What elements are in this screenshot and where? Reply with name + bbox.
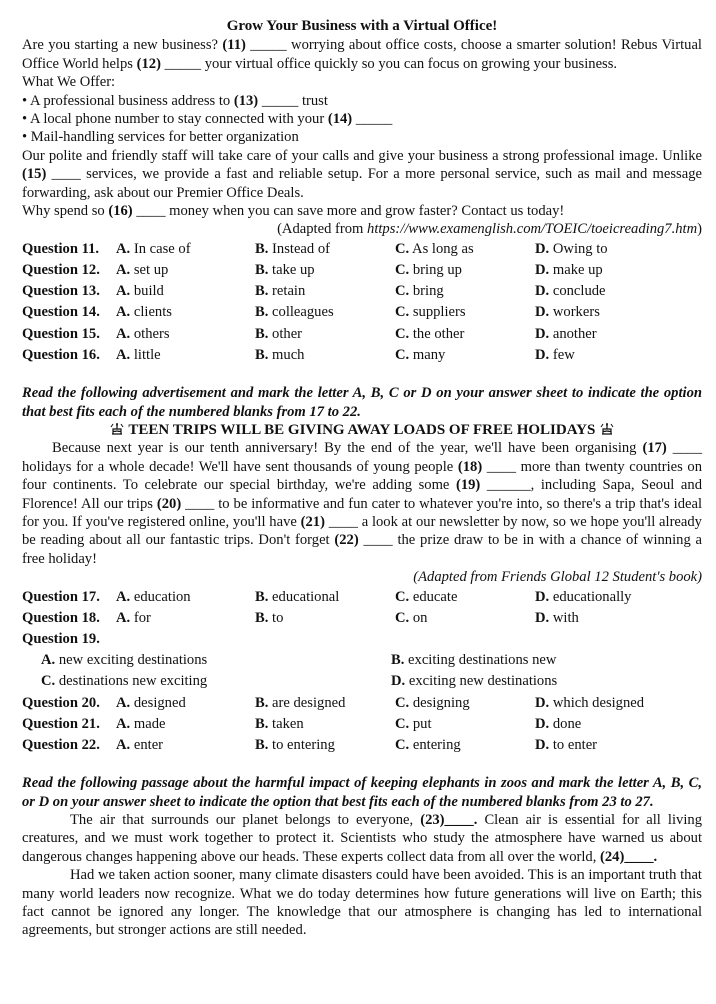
- option-text: the other: [412, 325, 465, 342]
- question-label: Question 19.: [22, 630, 100, 647]
- option-d[interactable]: [535, 239, 675, 260]
- blank-18: (18): [457, 458, 483, 475]
- blank-15: (15): [22, 166, 47, 183]
- blank-16: (16): [108, 203, 133, 220]
- question-row: [22, 693, 702, 714]
- blank-13: (13): [233, 92, 259, 109]
- option-b[interactable]: [255, 587, 395, 608]
- question-row: [22, 239, 702, 260]
- option-c[interactable]: [395, 260, 535, 281]
- option-text: clients: [133, 304, 172, 321]
- option-letter: C.: [395, 736, 410, 753]
- question-19: [22, 629, 702, 650]
- option-d[interactable]: [535, 608, 675, 629]
- section2-instruction: Read the following advertisement and mark the letter A, B, C or D on your answer sheet to indicate the option that best fits each of the numbered blanks from 17 to 22.: [22, 385, 702, 420]
- option-letter: A.: [116, 304, 131, 321]
- question-label: Question 11.: [22, 240, 100, 257]
- option-letter: B.: [255, 262, 269, 279]
- blank-23: (23)____.: [420, 812, 478, 828]
- option-letter: A.: [116, 736, 131, 753]
- birthday-cake-icon: [599, 421, 615, 435]
- option-letter: B.: [255, 694, 269, 711]
- option-letter: D.: [535, 346, 550, 363]
- option-letter: D.: [535, 283, 550, 300]
- option-letter: C.: [395, 715, 410, 732]
- blank-22: (22): [334, 532, 359, 549]
- option-c[interactable]: [395, 345, 535, 366]
- option-letter: B.: [255, 609, 269, 626]
- option-text: done: [552, 715, 582, 732]
- option-letter: A.: [116, 240, 131, 257]
- option-d[interactable]: [535, 735, 675, 756]
- option-letter: D.: [535, 715, 550, 732]
- question-label: Question 13.: [22, 283, 100, 300]
- option-a[interactable]: [116, 260, 255, 281]
- option-b[interactable]: B. exciting destinations new: [391, 652, 557, 669]
- source-url: https://www.examenglish.com/TOEIC/toeicreading7.htm: [367, 221, 698, 238]
- option-d[interactable]: D. exciting new destinations: [391, 673, 558, 690]
- question-row: [22, 302, 702, 323]
- option-a[interactable]: [116, 714, 255, 735]
- option-letter: A.: [116, 715, 131, 732]
- option-text: workers: [552, 304, 600, 321]
- option-text: other: [272, 325, 303, 342]
- option-letter: C.: [395, 262, 410, 279]
- option-letter: D.: [535, 694, 550, 711]
- option-letter: A.: [116, 609, 131, 626]
- option-a[interactable]: [116, 608, 255, 629]
- option-text: are designed: [272, 694, 346, 711]
- question-label: Question 18.: [22, 609, 100, 626]
- option-c[interactable]: [395, 608, 535, 629]
- option-letter: B.: [255, 736, 269, 753]
- option-a[interactable]: [116, 693, 255, 714]
- option-text: made: [133, 715, 166, 732]
- section1-paragraph-3: Why spend so (16) ____ money when you can save more and grow faster? Contact us today!: [22, 203, 565, 220]
- option-c[interactable]: [395, 302, 535, 323]
- question-label: Question 20.: [22, 694, 100, 711]
- option-c[interactable]: [395, 239, 535, 260]
- option-b[interactable]: [255, 714, 395, 735]
- option-text: educational: [272, 588, 340, 605]
- question-label: Question 21.: [22, 715, 100, 732]
- option-a[interactable]: [116, 735, 255, 756]
- option-c[interactable]: [395, 693, 535, 714]
- blank-17: (17): [642, 440, 667, 457]
- option-text: bring: [412, 283, 444, 300]
- option-letter: D.: [535, 240, 550, 257]
- option-letter: B.: [255, 715, 269, 732]
- option-text: with: [552, 609, 579, 626]
- option-text: another: [552, 325, 597, 342]
- option-text: conclude: [552, 283, 606, 300]
- question-row: [22, 587, 702, 608]
- option-text: bring up: [412, 262, 462, 279]
- option-text: to entering: [272, 736, 335, 753]
- option-b[interactable]: [255, 302, 395, 323]
- option-letter: C.: [395, 325, 410, 342]
- option-letter: D.: [535, 609, 550, 626]
- option-c[interactable]: C. destinations new exciting: [41, 673, 208, 690]
- question-row: [22, 735, 702, 756]
- option-c[interactable]: [395, 324, 535, 345]
- option-letter: C.: [395, 240, 410, 257]
- blank-24: (24)____.: [600, 848, 658, 865]
- question-label: Question 14.: [22, 304, 100, 321]
- section2-headline: TEEN TRIPS WILL BE GIVING AWAY LOADS OF FREE HOLIDAYS: [22, 421, 702, 439]
- question-row: [22, 608, 702, 629]
- option-letter: A.: [116, 262, 131, 279]
- option-letter: C.: [395, 588, 410, 605]
- option-b[interactable]: [255, 345, 395, 366]
- option-letter: D.: [535, 325, 550, 342]
- option-d[interactable]: [535, 324, 675, 345]
- option-text: to enter: [552, 736, 598, 753]
- option-letter: B.: [255, 283, 269, 300]
- option-letter: D.: [535, 262, 550, 279]
- option-text: on: [412, 609, 428, 626]
- option-letter: D.: [535, 588, 550, 605]
- section1-paragraph-2: Our polite and friendly staff will take care of your calls and give your business a strong professional image. Unlike (15) ____ services, we provide a fast and reliable setup. For a more personal service, such as mail and message forwarding, ask about our Premier Office Deals.: [22, 147, 702, 201]
- option-text: designing: [412, 694, 470, 711]
- option-text: In case of: [133, 240, 191, 257]
- option-b[interactable]: [255, 239, 395, 260]
- question-label: Question 17.: [22, 588, 100, 605]
- option-b[interactable]: [255, 324, 395, 345]
- option-text: few: [552, 346, 575, 363]
- section2-paragraph: Because next year is our tenth anniversary! By the end of the year, we'll have been organising (17) ____ holidays for a whole decade! We'll have sent thousands of young people (18) ____ more than twenty countries on four continents. To celebrate our special birthday, we're adding some (19) ______, including Sapa, Seoul and Florence! All our trips (20) ____ to be informative and fun cater to whatever you're into, so there's a trip that's ideal for you. If you've registered online, you'll have (21) ____ a look at our newsletter by now, so we hope you'll already be reading about all our fantastic trips. Don't forget (22) ____ the prize draw to be in with a chance of winning a free holiday!: [22, 440, 702, 567]
- option-text: for: [133, 609, 151, 626]
- option-a[interactable]: [116, 324, 255, 345]
- section1-source: (Adapted from https://www.examenglish.com/TOEIC/toeicreading7.htm): [277, 221, 702, 238]
- option-letter: A.: [116, 346, 131, 363]
- option-c[interactable]: [395, 735, 535, 756]
- option-letter: D.: [535, 304, 550, 321]
- section1-questions: [22, 239, 702, 366]
- option-a[interactable]: [116, 587, 255, 608]
- option-letter: B.: [255, 325, 269, 342]
- option-text: much: [272, 346, 305, 363]
- option-b[interactable]: [255, 693, 395, 714]
- blank-19: (19): [455, 477, 481, 494]
- section1-title: Grow Your Business with a Virtual Office!: [226, 18, 498, 34]
- blank-21: (21): [300, 513, 325, 530]
- option-c[interactable]: [395, 587, 535, 608]
- option-d[interactable]: [535, 693, 675, 714]
- offer-heading: What We Offer:: [22, 74, 116, 91]
- blank-14: (14): [327, 111, 353, 128]
- option-letter: B.: [255, 346, 269, 363]
- option-c[interactable]: [395, 281, 535, 302]
- option-letter: C.: [395, 346, 410, 363]
- option-text: As long as: [412, 240, 474, 257]
- blank-12: (12): [136, 55, 161, 72]
- section3-paragraph-2: Had we taken action sooner, many climate disasters could have been avoided. This is an important truth that many world leaders now recognize. What we do today determines how future generations will live on Earth; this fact cannot be ignored any longer. The knowledge that our atmosphere is changing has led to international agreements, but stronger actions are still needed.: [22, 867, 702, 939]
- option-text: put: [412, 715, 432, 732]
- option-text: education: [133, 588, 191, 605]
- question-19-options-ab: [22, 650, 702, 671]
- option-d[interactable]: [535, 281, 675, 302]
- question-19-options-cd: [22, 671, 702, 692]
- option-b[interactable]: [255, 735, 395, 756]
- option-d[interactable]: [535, 260, 675, 281]
- option-b[interactable]: [255, 260, 395, 281]
- option-letter: A.: [116, 588, 131, 605]
- section2-questions-20-22: [22, 693, 702, 757]
- option-d[interactable]: [535, 302, 675, 323]
- option-b[interactable]: [255, 608, 395, 629]
- question-row: [22, 324, 702, 345]
- option-d[interactable]: [535, 714, 675, 735]
- option-text: educationally: [552, 588, 632, 605]
- option-a[interactable]: [116, 239, 255, 260]
- option-text: taken: [272, 715, 304, 732]
- question-row: [22, 714, 702, 735]
- option-a[interactable]: A. new exciting destinations: [41, 652, 208, 669]
- option-text: little: [133, 346, 161, 363]
- question-row: [22, 345, 702, 366]
- section3-instruction: Read the following passage about the harmful impact of keeping elephants in zoos and mark the letter A, B, C, or D on your answer sheet to indicate the option that best fits each of the numbered blanks from 23 to 27.: [22, 775, 702, 810]
- option-letter: B.: [255, 588, 269, 605]
- option-text: retain: [272, 283, 306, 300]
- option-text: which designed: [552, 694, 645, 711]
- option-a[interactable]: [116, 302, 255, 323]
- birthday-cake-icon: [109, 421, 125, 435]
- option-letter: B.: [255, 240, 269, 257]
- option-letter: A.: [116, 325, 131, 342]
- option-letter: C.: [395, 283, 410, 300]
- option-text: many: [412, 346, 446, 363]
- option-text: set up: [133, 262, 169, 279]
- option-d[interactable]: [535, 587, 675, 608]
- option-letter: D.: [535, 736, 550, 753]
- question-row: [22, 260, 702, 281]
- offer-bullet-1: • A professional business address to (13) _____ trust: [22, 92, 328, 109]
- section3-paragraph-1: The air that surrounds our planet belongs to everyone, (23)____. Clean air is essential for all living creatures, and we must work together to protect it. Scientists who study the atmosphere have warned us about dangerous changes happening above our heads. These experts collect data from all over the world, (24)____.: [22, 812, 702, 865]
- option-text: entering: [412, 736, 461, 753]
- option-text: Owing to: [552, 240, 608, 257]
- question-row: [22, 281, 702, 302]
- option-text: designed: [133, 694, 186, 711]
- option-text: enter: [133, 736, 164, 753]
- question-label: Question 22.: [22, 736, 100, 753]
- option-letter: C.: [395, 694, 410, 711]
- option-a[interactable]: [116, 281, 255, 302]
- option-text: Instead of: [272, 240, 330, 257]
- offer-bullet-3: • Mail-handling services for better organization: [22, 129, 299, 146]
- option-letter: A.: [116, 283, 131, 300]
- question-label: Question 15.: [22, 325, 100, 342]
- option-c[interactable]: [395, 714, 535, 735]
- section2-source: (Adapted from Friends Global 12 Student's book): [413, 569, 702, 586]
- option-b[interactable]: [255, 281, 395, 302]
- option-text: suppliers: [412, 304, 466, 321]
- question-label: Question 12.: [22, 262, 100, 279]
- option-letter: C.: [395, 304, 410, 321]
- option-letter: B.: [255, 304, 269, 321]
- blank-11: (11): [222, 37, 246, 54]
- option-text: take up: [272, 262, 315, 279]
- option-text: educate: [412, 588, 458, 605]
- option-d[interactable]: [535, 345, 675, 366]
- section2-questions-17-18: [22, 587, 702, 629]
- option-text: others: [133, 325, 170, 342]
- option-text: make up: [552, 262, 603, 279]
- option-a[interactable]: [116, 345, 255, 366]
- option-text: to: [272, 609, 284, 626]
- question-label: Question 16.: [22, 346, 100, 363]
- option-text: build: [133, 283, 164, 300]
- blank-20: (20): [156, 495, 182, 512]
- offer-bullet-2: • A local phone number to stay connected with your (14) _____: [22, 111, 393, 128]
- option-text: colleagues: [272, 304, 334, 321]
- option-letter: A.: [116, 694, 131, 711]
- section1-paragraph-1: Are you starting a new business? (11) _____ worrying about office costs, choose a smarter solution! Rebus Virtual Office World helps (12) _____ your virtual office quickly so you can focus on growing your business.: [22, 37, 702, 72]
- option-letter: C.: [395, 609, 410, 626]
